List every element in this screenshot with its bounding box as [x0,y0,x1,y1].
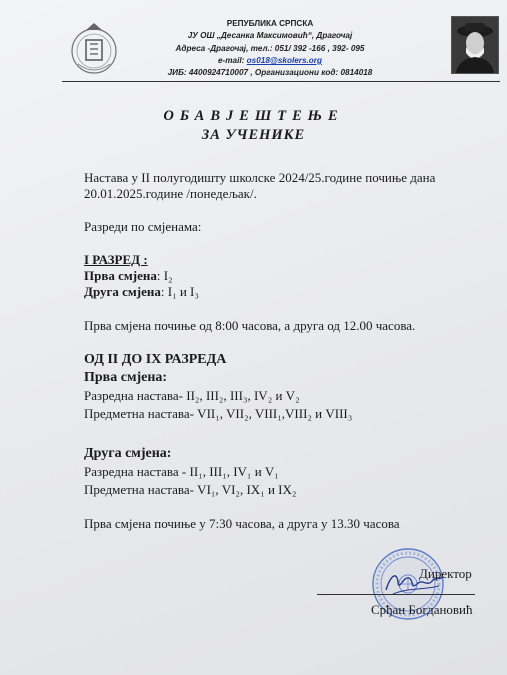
letterhead-email-label: e-mail: [217,55,247,65]
letterhead-republic: РЕПУБЛИКА СРПСКА [226,19,314,28]
director-name: Срђан Богдановић [371,602,473,617]
letterhead-school-name: ЈУ ОШ „Десанка Максимовић“, Драгочај [187,31,353,41]
notice-subtitle: ЗА УЧЕНИКЕ [201,127,306,143]
grade1-first-value: : I₂ [156,268,173,283]
grade1-first-label: Прва смјена [84,268,157,283]
letterhead-email-row [140,55,400,67]
grade1-second-value: : I₁ и I₃ [160,284,199,299]
intro-line-1: Настава у II полугодишту школске 2024/25.године почиње дана [84,170,436,185]
grades2-9-second-class: Разредна настава - II₁, III₁, IV₁ и V₁ [84,464,279,479]
signature-line [317,594,475,595]
intro-line-2: 20.01.2025.године /понедељак/. [84,186,257,201]
grade1-heading: I РАЗРЕД : [84,252,148,267]
letterhead-divider [62,81,500,82]
school-crest-icon [68,20,120,78]
grades2-9-first-subject: Предметна настава- VII₁, VII₂, VIII₁,VIII₂ и VIII₃ [84,406,353,421]
school-letterhead [140,18,400,79]
grades2-9-second-heading: Друга смјена: [84,446,172,461]
shifts-intro: Разреди по смјенама: [84,219,202,234]
grades2-9-first-class: Разредна настава- II₂, III₂, III₃, IV₂ и V₂ [84,388,300,403]
letterhead-email-link[interactable]: os018@skolers.org [246,55,322,65]
notice-title: ОБАВЈЕШТЕЊЕ [163,108,344,124]
grades2-9-first-heading: Прва смјена: [84,370,168,385]
grade1-second-label: Друга смјена [84,284,161,299]
letterhead-ids: ЈИБ: 4400924710007 , Организациони код: 0814018 [167,68,373,78]
grade1-second-shift [84,284,199,300]
grades2-9-heading: ОД II ДО IX РАЗРЕДА [84,352,227,367]
grade1-first-shift [84,268,173,284]
portrait-photo [451,16,499,74]
grades2-9-second-subject: Предметна настава- VI₁, VI₂, IX₁ и IX₂ [84,482,297,497]
letterhead-address: Адреса -Драгочај, тел.: 051/ 392 -166 , 392- 095 [175,43,365,53]
grade1-times: Прва смјена почиње од 8:00 часова, а друга од 12.00 часова. [84,318,416,333]
grades2-9-times: Прва смјена почиње у 7:30 часова, а друга у 13.30 часова [84,516,400,531]
director-title: Директор [419,566,472,581]
